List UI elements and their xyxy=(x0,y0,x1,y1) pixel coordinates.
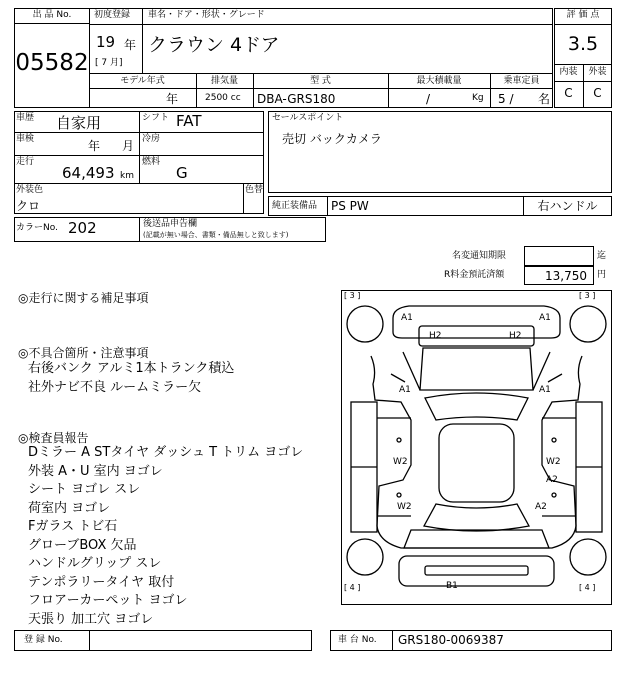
model-year-label: モデル年式 xyxy=(120,76,165,86)
hood xyxy=(420,348,533,390)
inspector-list xyxy=(28,444,303,629)
year-unit: 年 xyxy=(124,38,137,52)
mark-a2-right: A2 xyxy=(546,475,558,485)
sales-point-box xyxy=(268,111,612,193)
lot-no: 05582 xyxy=(15,50,89,76)
inspection-year: 年 xyxy=(88,139,101,153)
tire-label-rr: [ 4 ] xyxy=(579,583,596,592)
defects-title: ◎不具合箇所・注意事項 xyxy=(18,346,149,360)
mark-a1-front-left: A1 xyxy=(399,385,411,395)
name-change-box xyxy=(524,246,594,266)
recycle-value: 13,750 xyxy=(545,269,587,283)
name-change-unit: 迄 xyxy=(597,251,607,261)
car-name-label: 車名・ドア・形状・グレード xyxy=(148,10,265,20)
color-no-value: 202 xyxy=(68,219,97,237)
equipment-value: PS PW xyxy=(331,199,369,213)
mileage-value: 64,493 xyxy=(62,164,115,182)
mark-a1-top-right: A1 xyxy=(539,313,551,323)
tire-label-fr: [ 3 ] xyxy=(579,291,596,300)
inspection-label: 車検 xyxy=(16,134,35,144)
wheel-rear-right xyxy=(570,539,606,575)
docs-label: 後送品申告欄 xyxy=(143,219,198,229)
max-load-unit: Kg xyxy=(472,93,484,103)
ext-color-value: クロ xyxy=(16,199,41,213)
model-year-unit: 年 xyxy=(166,92,179,106)
mark-a2-rear-right: A2 xyxy=(535,502,547,512)
mark-b1-rear: B1 xyxy=(446,581,458,591)
shift-value: FAT xyxy=(176,112,202,130)
fuel-value: G xyxy=(176,164,188,182)
trunk xyxy=(404,530,549,548)
exterior-label: 外装 xyxy=(588,67,607,77)
front-bumper xyxy=(393,306,560,338)
tire-label-rl: [ 4 ] xyxy=(344,583,361,592)
wheel-front-right xyxy=(570,306,606,342)
mark-h2-right: H2 xyxy=(509,331,522,341)
defect-item: 右後バンク アルミ1本トランク積込 xyxy=(28,361,235,376)
displacement: 2500 cc xyxy=(205,93,241,103)
inspector-title: ◎検査員報告 xyxy=(18,431,89,445)
type-value: DBA-GRS180 xyxy=(257,92,336,106)
chassis-value: GRS180-0069387 xyxy=(398,633,504,647)
name-change-label: 名変通知期限 xyxy=(452,251,507,261)
windshield xyxy=(425,393,528,420)
docs-note: (記載が無い場合、書類・備品無しと致します) xyxy=(143,231,289,239)
inspector-item: ハンドルグリップ スレ xyxy=(28,556,162,571)
inspector-item: Fガラス トビ石 xyxy=(28,519,118,534)
interior-grade: C xyxy=(564,86,573,100)
inspector-item: 天張り 加工穴 ヨゴレ xyxy=(28,611,154,627)
grade-label: 評 価 点 xyxy=(566,10,600,20)
equipment-label: 純正装備品 xyxy=(272,201,318,211)
capacity-value: 5 / xyxy=(498,92,514,106)
inspector-item: Dミラー A STタイヤ ダッシュ T トリム ヨゴレ xyxy=(28,445,304,460)
capacity-label: 乗車定員 xyxy=(503,76,540,86)
inspector-item: 外装 A・U 室内 ヨゴレ xyxy=(28,463,163,479)
recycle-label: R料金預託済額 xyxy=(444,270,505,280)
shift-label: シフト xyxy=(142,113,170,123)
recycle-unit: 円 xyxy=(597,270,607,280)
max-load-sep: / xyxy=(426,92,431,106)
grade-value: 3.5 xyxy=(567,33,599,55)
roof xyxy=(439,424,514,502)
driving-title: ◎走行に関する補足事項 xyxy=(18,291,149,305)
fuel-label: 燃料 xyxy=(142,157,161,167)
color-change-label: 色替 xyxy=(245,185,264,195)
inspection-month: 月 xyxy=(122,139,135,153)
inspector-item: 荷室内 ヨゴレ xyxy=(28,500,111,516)
usage-label: 車歴 xyxy=(16,113,35,123)
first-reg-label: 初度登録 xyxy=(94,10,131,20)
car-diagram xyxy=(341,290,612,605)
inspector-item: グローブBOX 欠品 xyxy=(28,537,137,553)
car-name: クラウン 4ドア xyxy=(148,34,280,56)
mark-a1-front-right: A1 xyxy=(539,385,551,395)
tire-label-fl: [ 3 ] xyxy=(344,291,361,300)
first-reg-year: 19 xyxy=(96,33,116,51)
rear-bumper xyxy=(399,556,554,586)
defect-item: 社外ナビ不良 ルームミラー欠 xyxy=(28,379,202,395)
interior-label: 内装 xyxy=(559,67,578,77)
max-load-label: 最大積載量 xyxy=(416,76,462,86)
ac-label: 冷房 xyxy=(142,134,161,144)
mark-w2-left: W2 xyxy=(393,457,408,467)
rear-window xyxy=(424,504,529,531)
chassis-label: 車 台 No. xyxy=(338,635,377,645)
sales-point-label: セールスポイント xyxy=(272,113,344,123)
type-label: 型 式 xyxy=(310,76,331,86)
exterior-grade: C xyxy=(593,86,602,100)
wheel-front-left xyxy=(347,306,383,342)
mileage-unit: km xyxy=(120,171,134,181)
reg-no-label: 登 録 No. xyxy=(24,635,63,645)
handle-value: 右ハンドル xyxy=(537,199,598,213)
displacement-label: 排気量 xyxy=(210,76,238,86)
mark-h2-left: H2 xyxy=(429,331,442,341)
first-reg-month: [ 7 月] xyxy=(95,58,123,68)
defects-list xyxy=(28,360,234,397)
color-no-label: カラーNo. xyxy=(16,223,58,233)
mark-w2-rear-left: W2 xyxy=(397,502,412,512)
mark-w2-right: W2 xyxy=(546,457,561,467)
mark-a1-top-left: A1 xyxy=(401,313,413,323)
inspector-item: フロアーカーペット ヨゴレ xyxy=(28,593,188,608)
wheel-rear-left xyxy=(347,539,383,575)
inspector-item: シート ヨゴレ スレ xyxy=(28,482,141,497)
capacity-unit: 名 xyxy=(538,92,551,106)
usage-value: 自家用 xyxy=(56,114,102,132)
ext-color-label: 外装色 xyxy=(16,185,44,195)
mileage-label: 走行 xyxy=(16,157,35,167)
inspector-item: テンポラリータイヤ 取付 xyxy=(28,574,175,590)
lot-no-label: 出 品 No. xyxy=(32,10,72,20)
sales-point-value: 売切 バックカメラ xyxy=(282,132,382,146)
